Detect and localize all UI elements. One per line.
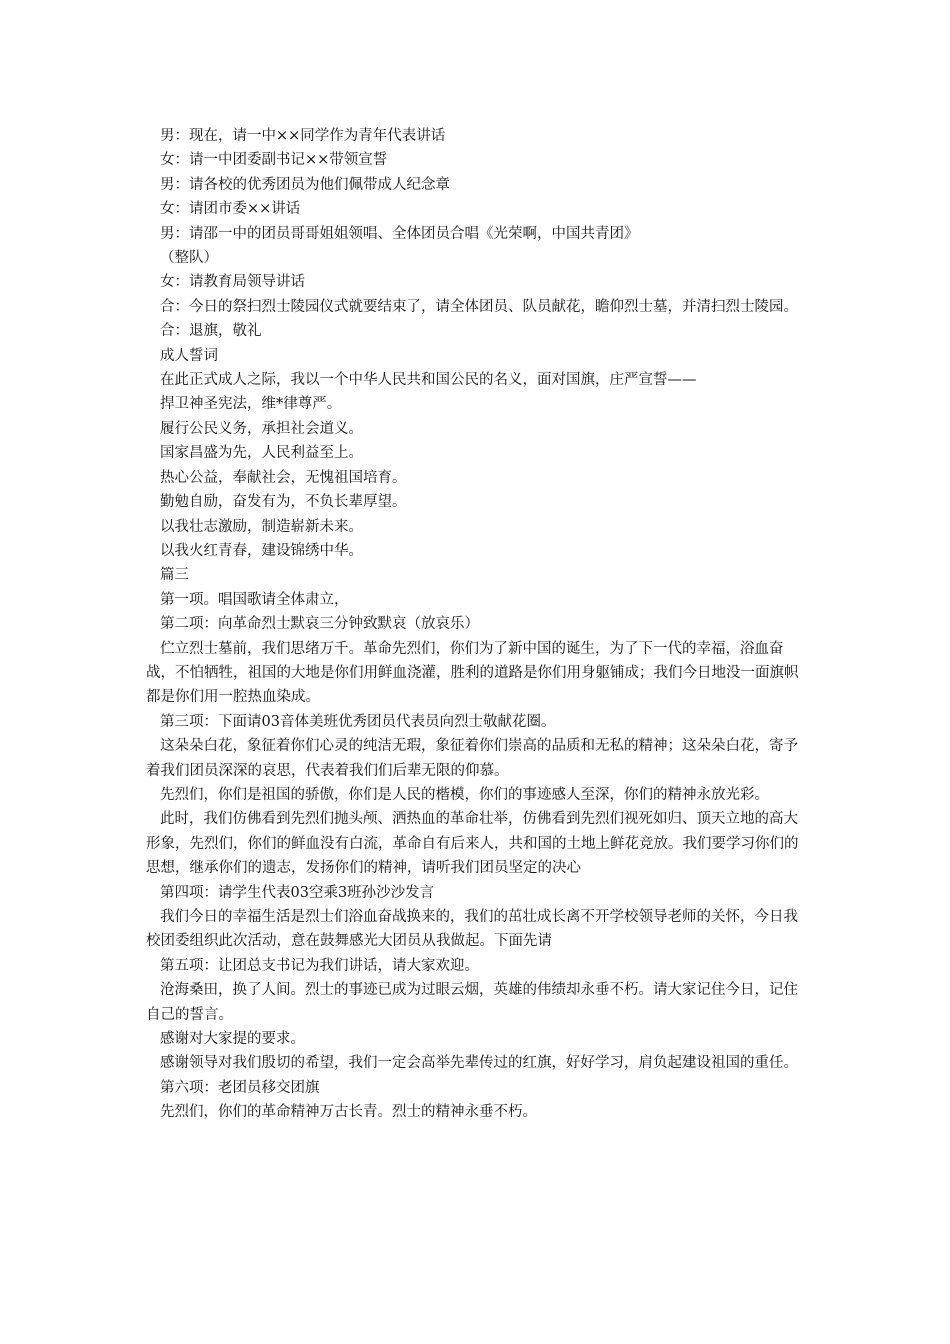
paragraph: 男：请邵一中的团员哥哥姐姐领唱、全体团员合唱《光荣啊，中国共青团》 (160, 225, 639, 242)
section-heading: 成人誓词 (160, 347, 218, 364)
oath-line: 以我壮志激励，制造崭新未来。 (160, 518, 363, 535)
paragraph: 女：请教育局领导讲话 (160, 274, 305, 291)
document-body (146, 124, 806, 1125)
oath-line: 捍卫神圣宪法，维*律尊严。 (160, 396, 342, 413)
paragraph: 合：退旗，敬礼 (160, 323, 262, 340)
agenda-item: 第六项：老团员移交团旗 (160, 1079, 320, 1096)
paragraph: （整队） (160, 250, 218, 267)
oath-line: 以我火红青春，建设锦绣中华。 (160, 542, 363, 559)
paragraph: 感谢领导对我们殷切的希望，我们一定会高举先辈传过的红旗，好好学习，肩负起建设祖国的重任。 (160, 1055, 798, 1072)
paragraph: 先烈们，你们是祖国的骄傲，你们是人民的楷模，你们的事迹感人至深，你们的精神永放光彩。 (160, 786, 769, 803)
paragraph: 在此正式成人之际，我以一个中华人民共和国公民的名义，面对国旗，庄严宣誓—— (160, 372, 697, 389)
paragraph: 女：请一中团委副书记××带领宣誓 (160, 152, 388, 169)
paragraph: 男：现在，请一中××同学作为青年代表讲话 (160, 128, 446, 144)
paragraph: 我们今日的幸福生活是烈士们浴血奋战换来的，我们的茁壮成长离不开学校领导老师的关怀，今日我校团委组织此次活动，意在鼓舞感光大团员从我做起。下面先请 (146, 909, 798, 950)
oath-line: 国家昌盛为先，人民利益至上。 (160, 445, 363, 462)
paragraph: 沧海桑田，换了人间。烈士的事迹已成为过眼云烟，英雄的伟绩却永垂不朽。请大家记住今日，记住自己的誓言。 (146, 982, 798, 1023)
paragraph: 伫立烈士墓前，我们思绪万千。革命先烈们，你们为了新中国的诞生，为了下一代的幸福，浴血奋战，不怕牺牲，祖国的大地是你们用鲜血浇灌，胜利的道路是你们用身躯铺成；我们今日地没一面旗帜都是你们用一腔热血染成。 (146, 640, 799, 706)
paragraph: 这朵朵白花，象征着你们心灵的纯洁无瑕，象征着你们崇高的品质和无私的精神；这朵朵白花，寄予着我们团员深深的哀思，代表着我们们后辈无限的仰慕。 (146, 738, 798, 779)
agenda-item: 第二项：向革命烈士默哀三分钟致默哀（放哀乐） (160, 616, 479, 633)
paragraph: 此时，我们仿佛看到先烈们抛头颅、洒热血的革命壮举，仿佛看到先烈们视死如归、顶天立地的高大形象，先烈们，你们的鲜血没有白流，革命自有后来人，共和国的土地上鲜花竞放。我们要学习你们的思想，继承你们的遗志，发扬你们的精神，请听我们团员坚定的决心 (146, 811, 799, 877)
oath-line: 勤勉自励，奋发有为，不负长辈厚望。 (160, 494, 407, 511)
oath-line: 履行公民义务，承担社会道义。 (160, 420, 363, 437)
paragraph: 女：请团市委××讲话 (160, 201, 301, 218)
oath-line: 热心公益，奉献社会，无愧祖国培育。 (160, 469, 407, 486)
agenda-item: 第三项：下面请03音体美班优秀团员代表员向烈士敬献花圈。 (160, 713, 556, 730)
paragraph: 男：请各校的优秀团员为他们佩带成人纪念章 (160, 176, 450, 193)
agenda-item: 第一项。唱国歌请全体肃立， (160, 591, 349, 608)
section-heading: 篇三 (160, 567, 189, 584)
paragraph: 先烈们，你们的革命精神万古长青。烈士的精神永垂不朽。 (160, 1104, 537, 1121)
agenda-item: 第四项：请学生代表03空乘3班孙沙沙发言 (160, 884, 435, 901)
agenda-item: 第五项：让团总支书记为我们讲话，请大家欢迎。 (160, 957, 479, 974)
paragraph: 感谢对大家提的要求。 (160, 1031, 305, 1048)
paragraph: 合：今日的祭扫烈士陵园仪式就要结束了，请全体团员、队员献花，瞻仰烈士墓，并清扫烈士陵园。 (160, 298, 798, 315)
